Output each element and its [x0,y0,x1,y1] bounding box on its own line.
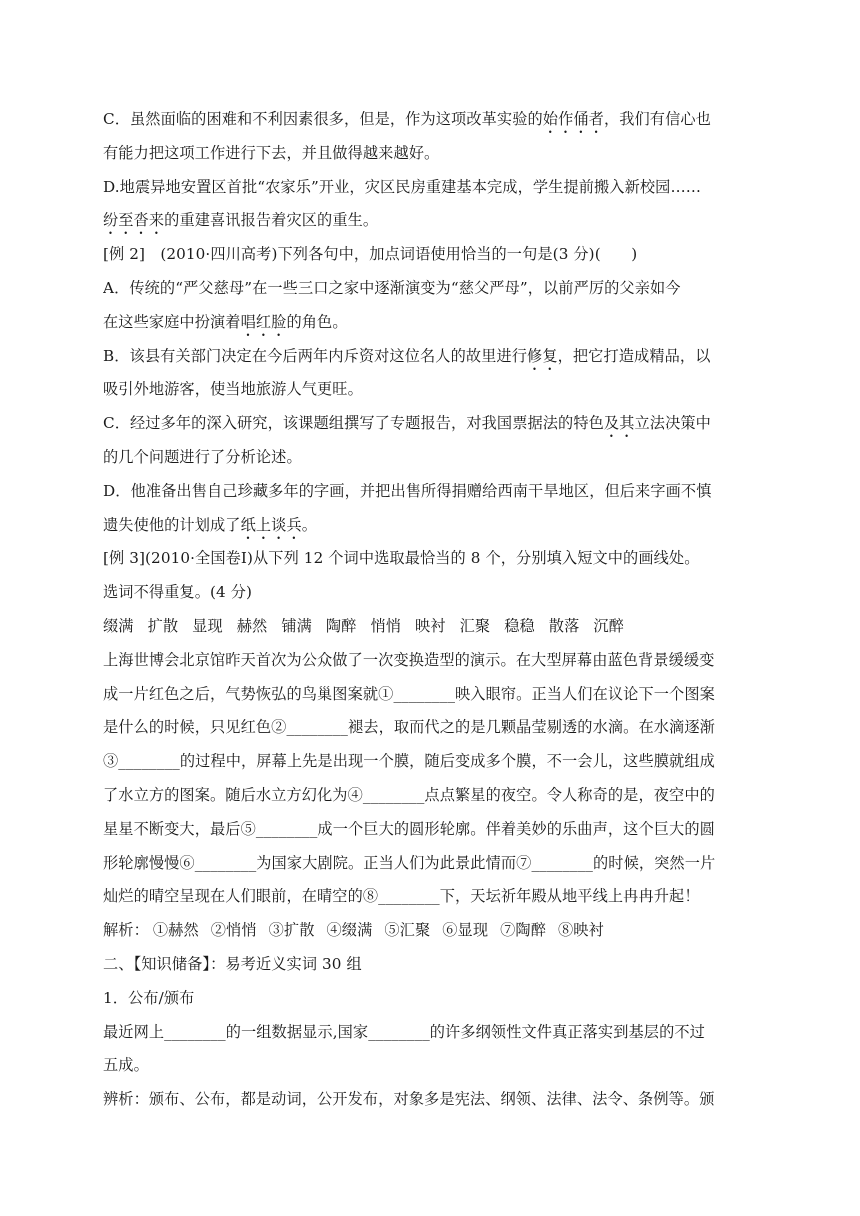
word-bank-item: 赫然 [236,616,268,635]
answer-item: ①赫然 [152,921,199,940]
passage-line: 是什么的时候，只见红色②________褪去，取而代之的是几颗晶莹剔透的水滴。在水滴逐渐 [103,718,715,737]
answer-line [103,914,743,948]
word-bank-item: 沉醉 [593,616,624,635]
answer-item: ②悄悄 [210,921,257,940]
ex2-option-c-line-2: 的几个问题进行了分析论述。 [103,447,302,466]
answer-label: 解析： [103,921,149,940]
item-heading: 1．公布/颁布 [103,988,195,1007]
answer-item: ⑥显现 [442,921,489,940]
passage-line: 成一片红色之后，气势恢弘的鸟巢图案就①________映入眼帘。正当人们在议论下一个图案 [103,684,715,703]
passage-line: 灿烂的晴空呈现在人们眼前，在晴空的⑧________下，天坛祈年殿从地平线上冉冉升起！ [103,887,700,906]
ex2-option-c-line-1: C．经过多年的深入研究，该课题组撰写了专题报告，对我国票据法的特色及其立法决策中 [103,414,711,433]
dotted-word: 及其 [603,414,635,433]
example-3-heading-line-2: 选词不得重复。(4 分) [103,583,253,602]
option-c-line-1: C．虽然面临的困难和不利因素很多，但是，作为这项改革实验的始作俑者，我们有信心也 [103,110,711,128]
ex2-option-a-line-2: 在这些家庭中扮演着唱红脸的角色。 [103,312,348,331]
word-bank-item: 铺满 [281,616,312,635]
dotted-word: 始作俑者 [542,110,604,128]
passage-line: 星星不断变大，最后⑤________成一个巨大的圆形轮廓。伴着美妙的乐曲声，这个巨大的圆 [103,819,715,838]
word-bank-item: 显现 [192,616,223,635]
word-bank-item: 汇聚 [459,616,491,635]
example-3-heading-line-1: [例 3](2010·全国卷Ⅰ)从下列 12 个词中选取最恰当的 8 个，分别填入短文中的画线处。 [103,549,700,568]
dotted-word: 纷至沓来 [103,211,165,230]
word-bank-item: 陶醉 [325,616,357,635]
word-bank-item: 稳稳 [504,616,535,635]
answer-item: ⑤汇聚 [384,921,431,940]
ex2-option-b-line-2: 吸引外地游客，使当地旅游人气更旺。 [103,380,363,399]
example-2-heading: [例 2] (2010·四川高考)下列各句中，加点词语使用恰当的一句是(3 分)( ) [103,245,638,264]
option-d-line-1: D.地震异地安置区首批“农家乐”开业，灾区民房重建基本完成，学生提前搬入新校园…… [103,177,702,196]
word-bank-item: 缀满 [103,616,134,635]
ex2-option-b-line-1: B．该县有关部门决定在今后两年内斥资对这位名人的故里进行修复，把它打造成精品，以 [103,346,711,365]
word-bank [103,610,743,644]
section-heading: 二、【知识储备】：易考近义实词 30 组 [103,954,362,973]
passage-line: 了水立方的图案。随后水立方幻化为④________点点繁星的夜空。令人称奇的是，夜空中的 [103,785,715,804]
answer-item: ⑧映衬 [558,921,604,940]
dotted-word: 修复 [527,346,558,365]
option-d-line-2: 纷至沓来的重建喜讯报告着灾区的重生。 [103,211,379,230]
document-page [103,103,743,1117]
answer-item: ③扩散 [268,921,315,940]
dotted-word: 唱红脸 [240,312,287,331]
item-sentence-line-2: 五成。 [103,1056,149,1075]
word-bank-item: 扩散 [147,616,179,635]
option-c-line-2: 有能力把这项工作进行下去，并且做得越来越好。 [103,143,440,162]
passage-line: ③________的过程中，屏幕上先是出现一个膜，随后变成多个膜，不一会儿，这些膜就组成 [103,752,715,771]
answer-item: ⑦陶醉 [500,921,546,940]
word-bank-item: 悄悄 [370,616,402,635]
ex2-option-d-line-1: D．他准备出售自己珍藏多年的字画，并把出售所得捐赠给西南干旱地区，但后来字画不慎 [103,481,712,500]
item-sentence-line-1: 最近网上________的一组数据显示,国家________的许多纲领性文件真正落实到基层的不过 [103,1022,705,1041]
ex2-option-d-line-2: 遗失使他的计划成了纸上谈兵。 [103,515,318,534]
word-bank-item: 映衬 [415,616,446,635]
answer-item: ④缀满 [326,921,373,940]
ex2-option-a-line-1: A．传统的“严父慈母”在一些三口之家中逐渐演变为“慈父严母”，以前严厉的父亲如今 [103,278,681,297]
word-bank-item: 散落 [548,616,580,635]
passage-line: 上海世博会北京馆昨天首次为公众做了一次变换造型的演示。在大型屏幕由蓝色背景缓缓变 [103,650,715,669]
passage-line: 形轮廓慢慢⑥________为国家大剧院。正当人们为此景此情而⑦________的时候，突然一片 [103,853,716,872]
dotted-word: 纸上谈兵 [240,515,302,534]
analysis-line: 辨析：颁布、公布，都是动词，公开发布，对象多是宪法、纲领、法律、法令、条例等。颁 [103,1090,715,1109]
